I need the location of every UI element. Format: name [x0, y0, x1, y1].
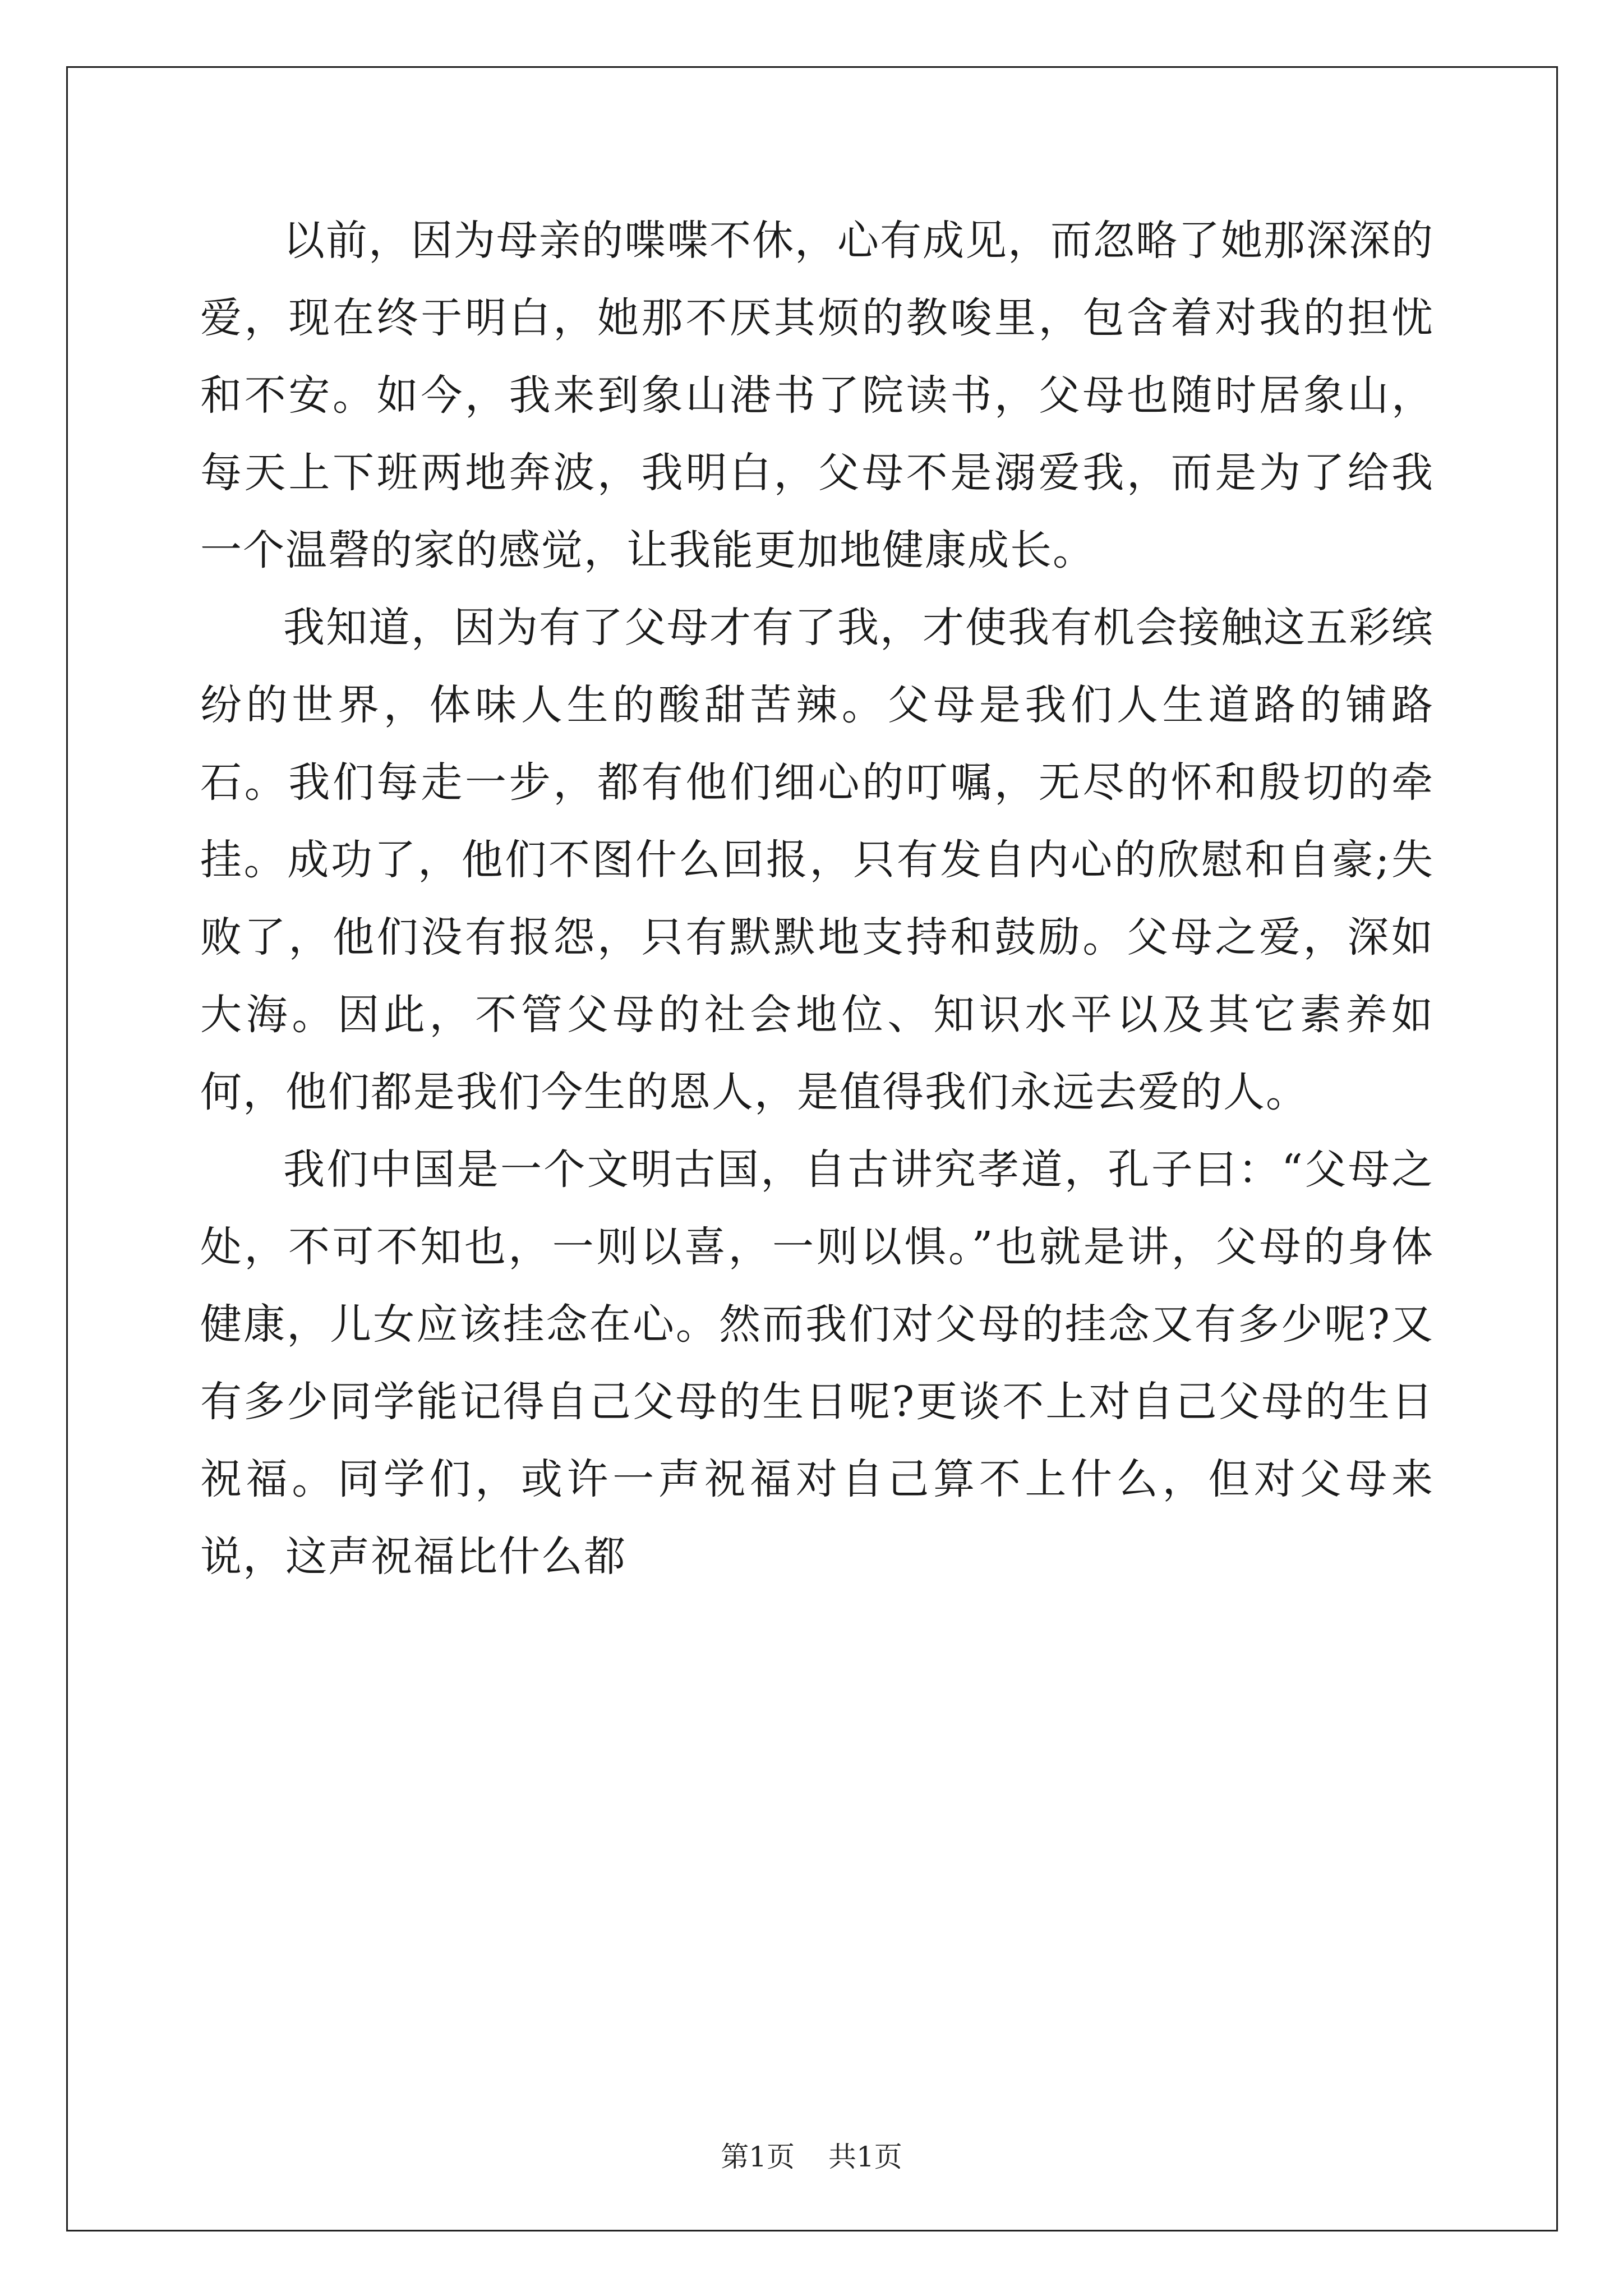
- paragraph-3: 我们中国是一个文明古国，自古讲究孝道，孔子曰：“父母之处，不可不知也，一则以喜，一则以惧。”也就是讲，父母的身体健康，儿女应该挂念在心。然而我们对父母的挂念又有多少呢?又有多少同学能记得自己父母的生日呢?更谈不上对自己父母的生日祝福。同学们，或许一声祝福对自己算不上什么，但对父母来说，这声祝福比什么都: [200, 1145, 1434, 1581]
- paragraph-2: 我知道，因为有了父母才有了我，才使我有机会接触这五彩缤纷的世界，体味人生的酸甜苦辣。父母是我们人生道路的铺路石。我们每走一步，都有他们细心的叮嘱，无尽的怀和殷切的牵挂。成功了，他们不图什么回报，只有发自内心的欣慰和自豪;失败了，他们没有报怨，只有默默地支持和鼓励。父母之爱，深如大海。因此，不管父母的社会地位、知识水平以及其它素养如何，他们都是我们今生的恩人，是值得我们永远去爱的人。: [200, 604, 1434, 1116]
- document-body: [200, 202, 1434, 1595]
- page-footer: [0, 2134, 1623, 2175]
- page-number-current: 第1页: [721, 2141, 795, 2173]
- page-number-total: 共1页: [828, 2141, 902, 2173]
- paragraph-1: 以前，因为母亲的喋喋不休，心有成见，而忽略了她那深深的爱，现在终于明白，她那不厌其烦的教唆里，包含着对我的担忧和不安。如今，我来到象山港书了院读书，父母也随时居象山，每天上下班两地奔波，我明白，父母不是溺爱我，而是为了给我一个温磬的家的感觉，让我能更加地健康成长。: [200, 217, 1434, 574]
